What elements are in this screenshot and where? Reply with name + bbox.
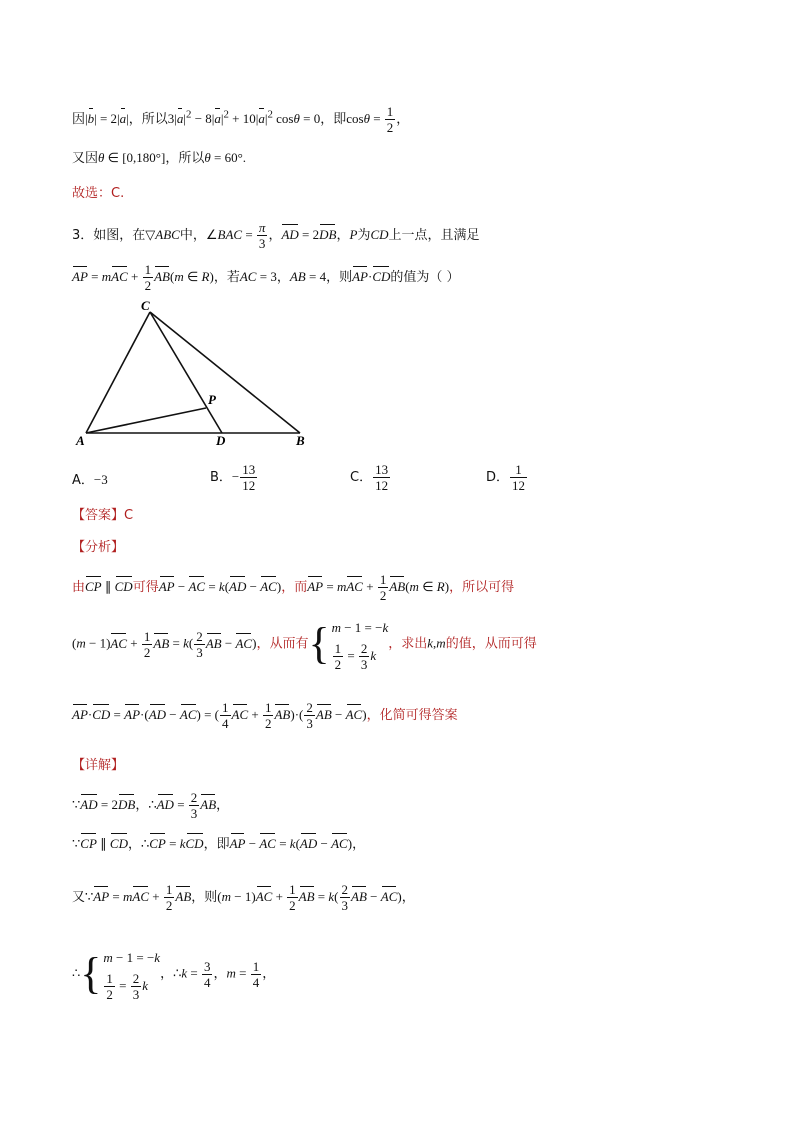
detail-line-2: ∵CP ∥ CD，∴CP = kCD，即AP − AC = k(AD − AC)，: [72, 836, 366, 852]
segment-ac: [86, 312, 150, 433]
detail-line-4: ∴{ m − 1 = −k $\frac{1}{2}$ = $\frac{2}{3}$ k ，∴k = $\frac{3}{4}$ ，m = $\frac{1}{4}$ ，: [72, 949, 276, 1002]
analysis-line-1: 由CP ∥ CD可得AP − AC = k(AD − AC)，而AP = mAC + $\frac{1}{2}$ AB(m ∈ R)，所以可得: [72, 572, 515, 603]
label-b: B: [296, 433, 305, 448]
analysis-heading: 【分析】: [72, 540, 125, 555]
answer-heading: 【答案】C: [72, 508, 134, 523]
line-2: 又因θ ∈ [0,180°]，所以θ = 60°.: [72, 150, 247, 166]
question-line-1: 3．如图，在▽ABC中，∠BAC = $\frac{\pi}{3}$ ，AD = 2DB，P为CD上一点，且满足: [72, 220, 480, 251]
option-a[interactable]: A．−3: [72, 472, 108, 488]
segment-cd: [150, 312, 222, 433]
triangle-figure: [70, 296, 320, 451]
analysis-line-3: AP·CD = AP·(AD − AC) = ( $\frac{1}{4}$ AC + $\frac{1}{2}$ AB)·( $\frac{2}{3}$ AB − AC)，化简可得答案: [72, 700, 458, 731]
question-line-2: AP = mAC + $\frac{1}{2}$ AB(m ∈ R)，若AC = 3，AB = 4，则AP·CD的值为（ ）: [72, 262, 460, 293]
analysis-line-2: (m − 1)AC + $\frac{1}{2}$ AB = k( $\frac{2}{3}$ AB − AC)，从而有{ m − 1 = −k $\frac{1}{2}$ = $\frac{2}{3}$ k ，求出k,m的值，从而可得: [72, 619, 537, 672]
label-p: P: [208, 392, 216, 407]
option-c[interactable]: C． $\frac{13}{12}$: [350, 462, 389, 493]
detail-line-1: ∵AD = 2DB，∴AD = $\frac{2}{3}$ AB，: [72, 790, 230, 821]
label-c: C: [141, 298, 150, 313]
label-d: D: [216, 433, 226, 448]
detail-heading: 【详解】: [72, 758, 125, 773]
line-1: 因|b| = 2|a|，所以$3|a|^2 - 8|a|^2 + 10|a|^2$ cosθ = 0，即cosθ = $\frac{1}{2}$ ，: [72, 104, 410, 135]
choice-line: 故选：C.: [72, 186, 125, 201]
option-d[interactable]: D． $\frac{1}{12}$: [486, 462, 526, 493]
detail-line-3: 又∵AP = mAC + $\frac{1}{2}$ AB，则(m − 1)AC + $\frac{1}{2}$ AB = k( $\frac{2}{3}$ AB − AC)，: [72, 882, 415, 913]
label-a: A: [76, 433, 85, 448]
option-b[interactable]: B．− $\frac{13}{12}$: [210, 462, 256, 493]
segment-ap: [86, 408, 206, 433]
